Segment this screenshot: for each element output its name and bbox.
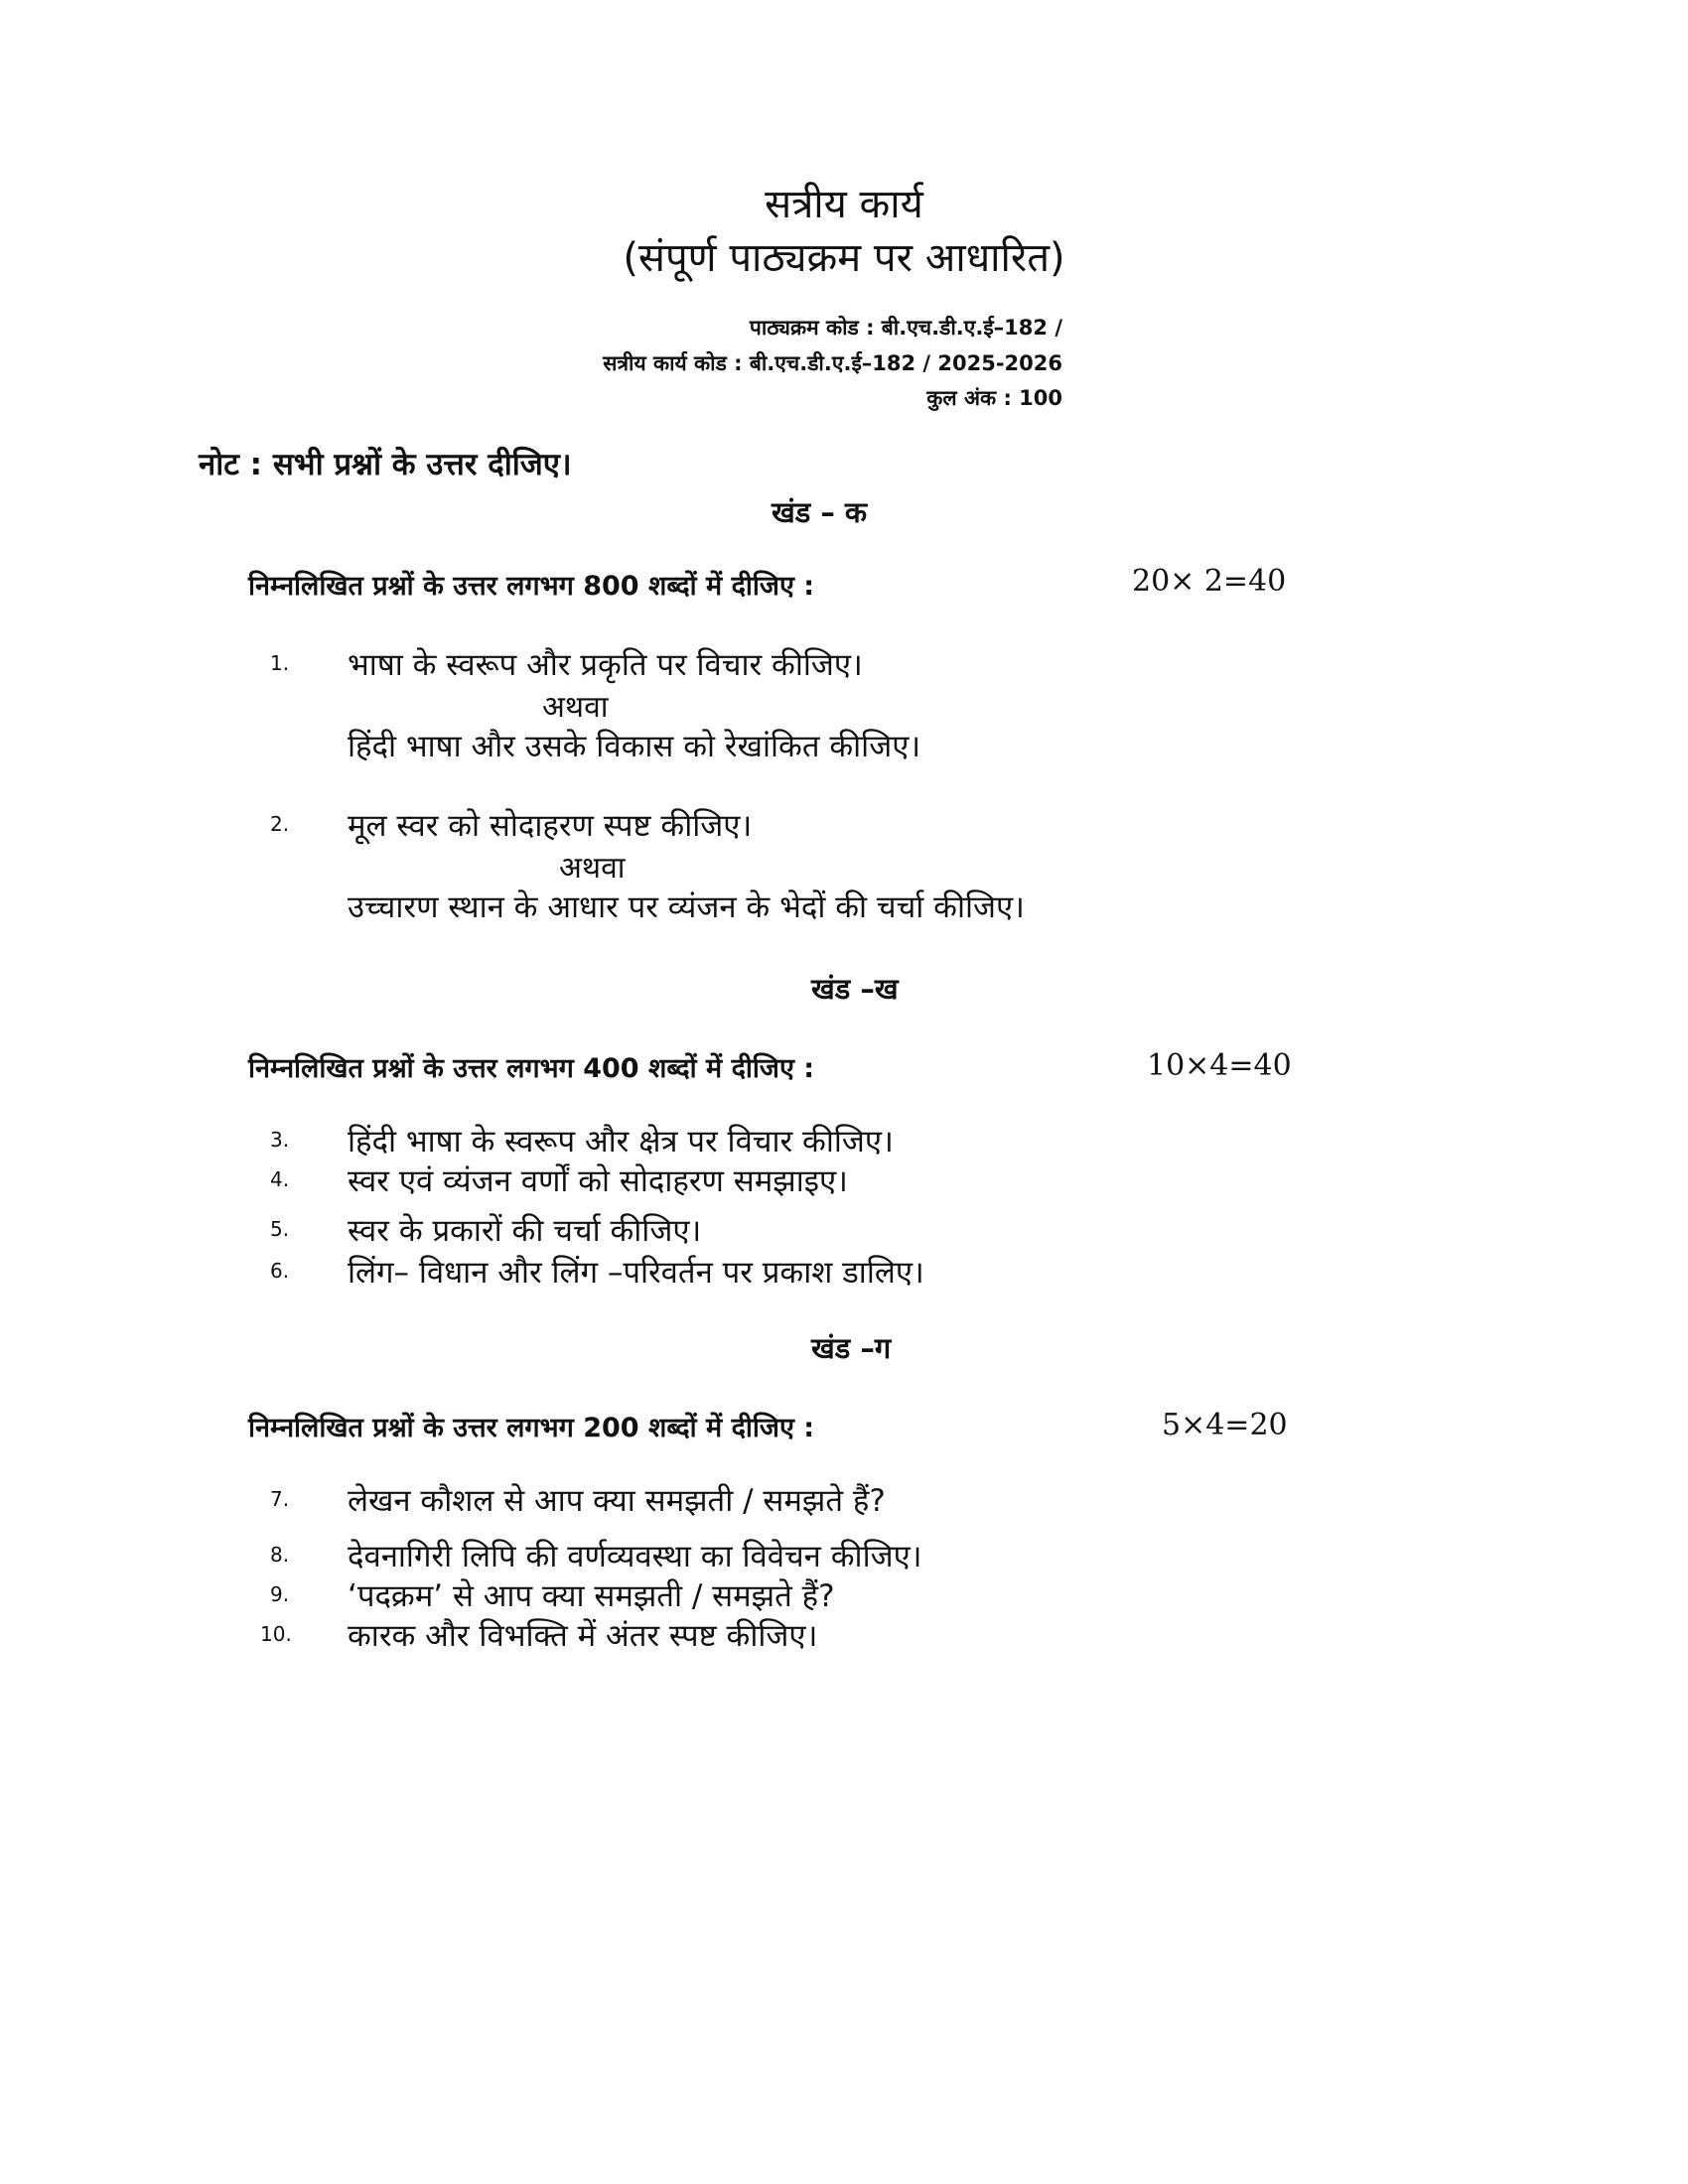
question-text: लिंग– विधान और लिंग –परिवर्तन पर प्रकाश डालिए। [348,1255,924,1291]
question-number: 10. [260,1622,292,1646]
alternate-question-text: हिंदी भाषा और उसके विकास को रेखांकित कीजिए। [348,729,921,764]
section-b-marks: 10×4=40 [1147,1048,1292,1083]
course-code: पाठ्यक्रम कोड : बी.एच.डी.ए.ई–182 / [749,316,1062,340]
page-subtitle: (संपूर्ण पाठ्यक्रम पर आधारित) [623,235,1065,281]
question-number: 9. [270,1582,290,1606]
question-text: स्वर एवं व्यंजन वर्णों को सोदाहरण समझाइए। [348,1163,848,1199]
section-c-marks: 5×4=20 [1162,1408,1288,1442]
question-number: 3. [270,1128,290,1152]
question-text: कारक और विभक्ति में अंतर स्पष्ट कीजिए। [348,1618,818,1654]
general-note: नोट : सभी प्रश्नों के उत्तर दीजिए। [199,447,572,482]
question-text: ‘पदक्रम’ से आप क्या समझती / समझते हैं? [348,1578,835,1614]
section-c-instruction: निम्नलिखित प्रश्नों के उत्तर लगभग 200 शब्दों में दीजिए : [248,1413,815,1443]
or-label: अथवा [559,851,626,886]
assignment-code: सत्रीय कार्य कोड : बी.एच.डी.ए.ई–182 / 2025-2026 [603,351,1062,375]
question-number: 4. [270,1167,290,1191]
question-text: लेखन कौशल से आप क्या समझती / समझते हैं? [348,1483,886,1519]
question-number: 1. [270,651,290,675]
question-number: 8. [270,1543,290,1567]
alternate-question-text: उच्चारण स्थान के आधार पर व्यंजन के भेदों की चर्चा कीजिए। [348,889,1025,925]
section-c-heading: खंड –ग [811,1331,892,1365]
section-b-heading: खंड –ख [811,972,899,1006]
section-a-marks: 20× 2=40 [1132,564,1287,599]
total-marks: कुल अंक : 100 [926,386,1062,410]
question-number: 2. [270,812,290,836]
question-text: मूल स्वर को सोदाहरण स्पष्ट कीजिए। [348,808,753,844]
page-title: सत्रीय कार्य [765,182,923,227]
question-text: देवनागिरी लिपि की वर्णव्यवस्था का विवेचन कीजिए। [348,1539,922,1574]
question-text: हिंदी भाषा के स्वरूप और क्षेत्र पर विचार कीजिए। [348,1124,894,1160]
section-b-instruction: निम्नलिखित प्रश्नों के उत्तर लगभग 400 शब्दों में दीजिए : [248,1053,815,1084]
or-label: अथवा [542,690,609,725]
question-text: भाषा के स्वरूप और प्रकृति पर विचार कीजिए। [348,647,863,683]
question-text: स्वर के प्रकारों की चर्चा कीजिए। [348,1213,702,1249]
question-number: 7. [270,1487,290,1511]
section-a-heading: खंड – क [772,495,868,529]
question-number: 6. [270,1259,290,1283]
section-a-instruction: निम्नलिखित प्रश्नों के उत्तर लगभग 800 शब्दों में दीजिए : [248,571,815,602]
question-number: 5. [270,1217,290,1241]
